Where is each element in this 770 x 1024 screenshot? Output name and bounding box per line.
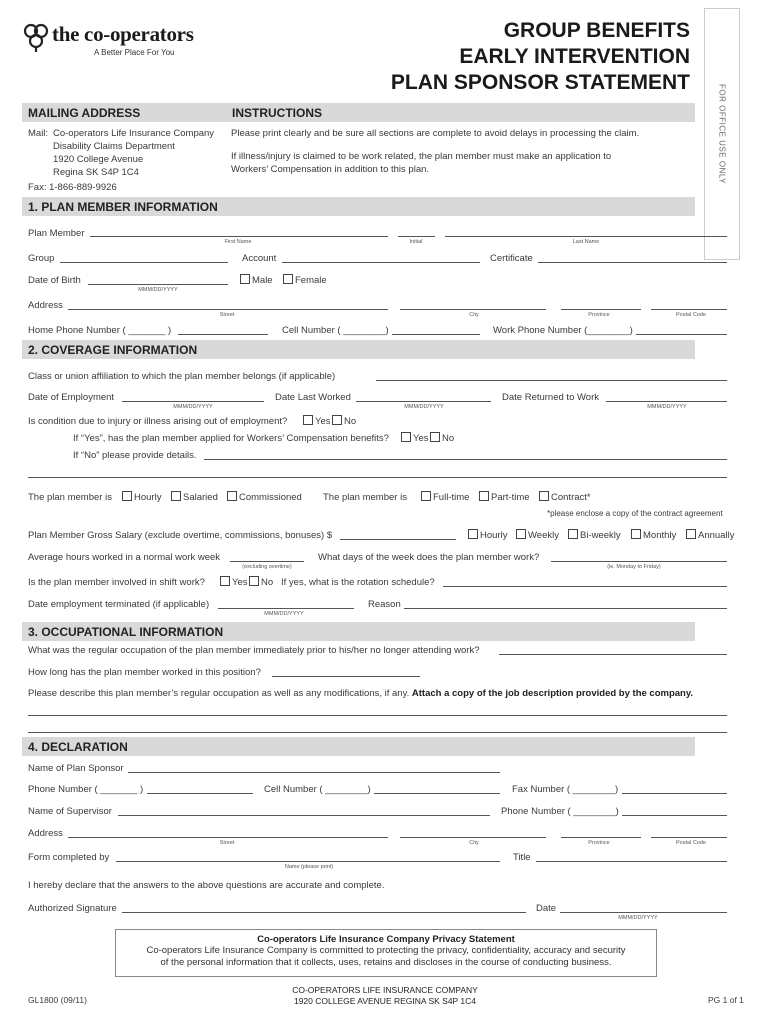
rotation-field[interactable] (443, 586, 727, 587)
female-label: Female (295, 275, 327, 286)
doe-caption: MMM/DD/YYYY (173, 404, 213, 410)
drw-label: Date Returned to Work (502, 392, 599, 403)
home-phone-label: Home Phone Number ( _______ ) (28, 325, 172, 336)
describe-question (28, 688, 693, 699)
privacy-line-1: Co-operators Life Insurance Company is committed to protecting the privacy, confidentiality, accuracy and security (146, 945, 626, 956)
male-label: Male (252, 275, 273, 286)
signature-field[interactable] (122, 912, 526, 913)
street-field[interactable] (68, 309, 388, 310)
doe-field[interactable] (122, 401, 264, 402)
last-name-field[interactable] (445, 236, 727, 237)
sponsor-fax-field[interactable] (622, 793, 727, 794)
shift-no-option[interactable] (249, 576, 273, 588)
female-option[interactable] (283, 274, 327, 286)
biweekly-checkbox[interactable] (568, 529, 578, 539)
first-name-caption: First Name (224, 239, 252, 245)
page-number: PG 1 of 1 (708, 995, 744, 1005)
initial-field[interactable] (398, 236, 435, 237)
work-phone-field[interactable] (636, 334, 727, 335)
injury-yes-label: Yes (315, 416, 331, 427)
if-no-details-field[interactable] (204, 459, 727, 460)
hourly-checkbox[interactable] (122, 491, 132, 501)
declaration-text: I hereby declare that the answers to the above questions are accurate and complete. (28, 880, 385, 891)
logo-wordmark: the co-operators (52, 22, 194, 46)
first-name-field[interactable] (90, 236, 388, 237)
member-is-label-1: The plan member is (28, 492, 112, 503)
signature-date-caption: MMM/DD/YYYY (618, 915, 658, 921)
postal-caption: Postal Code (676, 312, 706, 318)
fulltime-label: Full-time (433, 492, 470, 503)
describe-text: Please describe this plan member’s regular occupation as well as any modifications, if any. (28, 688, 410, 699)
male-checkbox[interactable] (240, 274, 250, 284)
if-no-details-field-2[interactable] (28, 477, 727, 478)
contract-note: *please enclose a copy of the contract agreement (547, 509, 723, 518)
section-2-heading: 2. COVERAGE INFORMATION (28, 343, 198, 357)
hourly-label: Hourly (134, 492, 162, 503)
footer-company: CO-OPERATORS LIFE INSURANCE COMPANY (292, 985, 478, 995)
cell-phone-field[interactable] (392, 334, 480, 335)
weekly-label: Weekly (528, 530, 559, 541)
if-no-question: If “No” please provide details. (73, 450, 197, 461)
province-caption: Province (588, 312, 610, 318)
co-operators-logo-icon (22, 22, 50, 52)
account-label: Account (242, 253, 277, 264)
cell-phone-label: Cell Number ( ________) (282, 325, 389, 336)
logo-tagline: A Better Place For You (94, 48, 175, 57)
section-2-bar (22, 340, 695, 359)
form-id: GL1800 (09/11) (28, 995, 87, 1005)
reason-label: Reason (368, 599, 401, 610)
last-name-caption: Last Name (572, 239, 600, 245)
annually-checkbox[interactable] (686, 529, 696, 539)
biweekly-option[interactable] (568, 529, 621, 541)
sponsor-cell-field[interactable] (374, 793, 500, 794)
fulltime-option[interactable] (421, 491, 469, 503)
title-label: Title (513, 852, 531, 863)
sponsor-cell-label: Cell Number ( ________) (264, 784, 371, 795)
injury-question: Is condition due to injury or illness arising out of employment? (28, 416, 288, 427)
describe-field-2[interactable] (28, 732, 727, 733)
instructions-p1: Please print clearly and be sure all sections are complete to avoid delays in processing the claim. (231, 128, 640, 139)
sponsor-street-caption: Street (219, 840, 235, 846)
pay-hourly-option[interactable] (468, 529, 507, 541)
describe-bold-text: Attach a copy of the job description provided by the company. (411, 688, 694, 699)
injury-no-checkbox[interactable] (332, 415, 342, 425)
form-title-line-1: GROUP BENEFITS (503, 19, 690, 42)
drw-caption: MMM/DD/YYYY (647, 404, 687, 410)
injury-yes-checkbox[interactable] (303, 415, 313, 425)
address-label: Address (28, 300, 63, 311)
days-question: What days of the week does the plan member work? (318, 552, 540, 563)
sponsor-city-field[interactable] (400, 837, 546, 838)
pay-hourly-label: Hourly (480, 530, 508, 541)
tenure-question: How long has the plan member worked in this position? (28, 667, 261, 678)
female-checkbox[interactable] (283, 274, 293, 284)
completed-by-label: Form completed by (28, 852, 110, 863)
salaried-option[interactable] (171, 491, 218, 503)
monthly-checkbox[interactable] (631, 529, 641, 539)
dob-label: Date of Birth (28, 275, 81, 286)
dlw-caption: MMM/DD/YYYY (404, 404, 444, 410)
parttime-checkbox[interactable] (479, 491, 489, 501)
biweekly-label: Bi-weekly (580, 530, 621, 541)
sponsor-field[interactable] (128, 772, 500, 773)
office-use-label: FOR OFFICE USE ONLY (717, 83, 727, 185)
sponsor-city-caption: City (469, 840, 479, 846)
group-label: Group (28, 253, 55, 264)
section-3-heading: 3. OCCUPATIONAL INFORMATION (28, 625, 224, 639)
if-yes-question: If “Yes”, has the plan member applied for Workers’ Compensation benefits? (73, 433, 389, 444)
completed-by-caption: Name (please print) (284, 864, 334, 870)
section-4-bar (22, 737, 695, 756)
injury-no-option[interactable] (332, 415, 356, 427)
privacy-statement-box (115, 929, 657, 977)
avg-hours-label: Average hours worked in a normal work week (28, 552, 221, 563)
occupation-question: What was the regular occupation of the plan member immediately prior to his/her no longer attending work? (28, 645, 480, 656)
initial-caption: Initial (409, 239, 423, 245)
salaried-label: Salaried (183, 492, 218, 503)
describe-field-1[interactable] (28, 715, 727, 716)
group-field[interactable] (60, 262, 228, 263)
monthly-label: Monthly (643, 530, 677, 541)
sponsor-postal-caption: Postal Code (676, 840, 706, 846)
annually-label: Annually (698, 530, 735, 541)
shift-no-label: No (261, 577, 274, 588)
contract-checkbox[interactable] (539, 491, 549, 501)
section-1-bar (22, 197, 695, 216)
city-field[interactable] (400, 309, 546, 310)
wcb-yes-label: Yes (413, 433, 429, 444)
signature-label: Authorized Signature (28, 903, 117, 914)
dlw-label: Date Last Worked (275, 392, 351, 403)
province-field[interactable] (561, 309, 641, 310)
privacy-line-2: of the personal information that it collects, uses, retains and discloses in the course of conducting business. (160, 957, 612, 968)
footer-address: 1920 COLLEGE AVENUE REGINA SK S4P 1C4 (293, 996, 477, 1006)
avg-hours-caption: (excluding overtime) (242, 564, 292, 570)
rotation-label: If yes, what is the rotation schedule? (281, 577, 435, 588)
days-caption: (ie. Monday to Friday) (607, 564, 661, 570)
sponsor-fax-label: Fax Number ( ________) (512, 784, 619, 795)
member-is-label-2: The plan member is (323, 492, 407, 503)
supervisor-field[interactable] (118, 815, 490, 816)
fax-line: Fax: 1-866-889-9926 (28, 182, 117, 193)
monthly-option[interactable] (631, 529, 676, 541)
shift-no-checkbox[interactable] (249, 576, 259, 586)
commissioned-label: Commissioned (239, 492, 302, 503)
fulltime-checkbox[interactable] (421, 491, 431, 501)
annually-option[interactable] (686, 529, 734, 541)
shift-yes-option[interactable] (220, 576, 248, 588)
plan-member-label: Plan Member (28, 228, 85, 239)
occupation-field[interactable] (499, 654, 727, 655)
instructions-p2b: Workers’ Compensation in addition to this plan. (231, 164, 430, 175)
form-title-line-3: PLAN SPONSOR STATEMENT (390, 71, 690, 94)
drw-field[interactable] (606, 401, 727, 402)
dob-caption: MMM/DD/YYYY (138, 287, 178, 293)
male-option[interactable] (240, 274, 273, 286)
work-phone-label: Work Phone Number (________) (493, 325, 633, 336)
reason-field[interactable] (404, 608, 727, 609)
completed-by-field[interactable] (116, 861, 500, 862)
mail-line-1: Co-operators Life Insurance Company (53, 128, 215, 139)
sponsor-postal-field[interactable] (651, 837, 727, 838)
gross-salary-field[interactable] (340, 539, 456, 540)
wcb-no-label: No (442, 433, 455, 444)
contract-option[interactable] (539, 491, 591, 503)
sponsor-province-field[interactable] (561, 837, 641, 838)
section-3-bar (22, 622, 695, 641)
wcb-yes-checkbox[interactable] (401, 432, 411, 442)
supervisor-phone-label: Phone Number ( ________) (501, 806, 619, 817)
salaried-checkbox[interactable] (171, 491, 181, 501)
instructions-heading: INSTRUCTIONS (232, 106, 322, 120)
class-question: Class or union affiliation to which the plan member belongs (if applicable) (28, 371, 336, 382)
dlw-field[interactable] (356, 401, 491, 402)
dob-field[interactable] (88, 284, 228, 285)
sponsor-phone-label: Phone Number ( _______ ) (28, 784, 144, 795)
terminated-caption: MMM/DD/YYYY (264, 611, 304, 617)
doe-label: Date of Employment (28, 392, 115, 403)
terminated-field[interactable] (218, 608, 354, 609)
wcb-no-checkbox[interactable] (430, 432, 440, 442)
city-caption: City (469, 312, 479, 318)
mail-line-4: Regina SK S4P 1C4 (53, 167, 139, 178)
parttime-option[interactable] (479, 491, 530, 503)
shift-question: Is the plan member involved in shift work? (28, 577, 205, 588)
tenure-field[interactable] (272, 676, 420, 677)
home-phone-field[interactable] (178, 334, 268, 335)
signature-date-field[interactable] (560, 912, 727, 913)
section-4-heading: 4. DECLARATION (28, 740, 128, 754)
sponsor-province-caption: Province (588, 840, 610, 846)
logo (22, 20, 212, 64)
weekly-option[interactable] (516, 529, 559, 541)
days-field[interactable] (551, 561, 727, 562)
form-title-line-2: EARLY INTERVENTION (459, 45, 690, 68)
wcb-no-option[interactable] (430, 432, 454, 444)
signature-date-label: Date (536, 903, 557, 914)
sponsor-address-label: Address (28, 828, 63, 839)
hourly-option[interactable] (122, 491, 161, 503)
weekly-checkbox[interactable] (516, 529, 526, 539)
injury-no-label: No (344, 416, 357, 427)
privacy-heading: Co-operators Life Insurance Company Privacy Statement (257, 934, 515, 945)
sponsor-phone-field[interactable] (147, 793, 253, 794)
injury-yes-option[interactable] (303, 415, 331, 427)
mail-label: Mail: (28, 128, 49, 139)
title-field[interactable] (536, 861, 727, 862)
mailing-instructions-bar (22, 103, 695, 122)
class-field[interactable] (376, 380, 727, 381)
commissioned-checkbox[interactable] (227, 491, 237, 501)
postal-field[interactable] (651, 309, 727, 310)
contract-label: Contract* (551, 492, 591, 503)
pay-hourly-checkbox[interactable] (468, 529, 478, 539)
shift-yes-checkbox[interactable] (220, 576, 230, 586)
avg-hours-field[interactable] (230, 561, 304, 562)
certificate-label: Certificate (490, 253, 533, 264)
mail-line-2: Disability Claims Department (53, 141, 175, 152)
commissioned-option[interactable] (227, 491, 302, 503)
office-use-box (704, 8, 740, 260)
mail-line-3: 1920 College Avenue (53, 154, 144, 165)
mailing-heading: MAILING ADDRESS (28, 106, 141, 120)
gross-salary-label: Plan Member Gross Salary (exclude overtime, commissions, bonuses) $ (28, 530, 333, 541)
sponsor-label: Name of Plan Sponsor (28, 763, 124, 774)
section-1-heading: 1. PLAN MEMBER INFORMATION (28, 200, 218, 214)
wcb-yes-option[interactable] (401, 432, 429, 444)
account-field[interactable] (282, 262, 480, 263)
street-caption: Street (219, 312, 235, 318)
instructions-p2a: If illness/injury is claimed to be work related, the plan member must make an application to (231, 151, 612, 162)
parttime-label: Part-time (491, 492, 530, 503)
supervisor-phone-field[interactable] (622, 815, 727, 816)
terminated-label: Date employment terminated (if applicable) (28, 599, 210, 610)
supervisor-label: Name of Supervisor (28, 806, 112, 817)
sponsor-street-field[interactable] (68, 837, 388, 838)
certificate-field[interactable] (538, 262, 727, 263)
shift-yes-label: Yes (232, 577, 248, 588)
